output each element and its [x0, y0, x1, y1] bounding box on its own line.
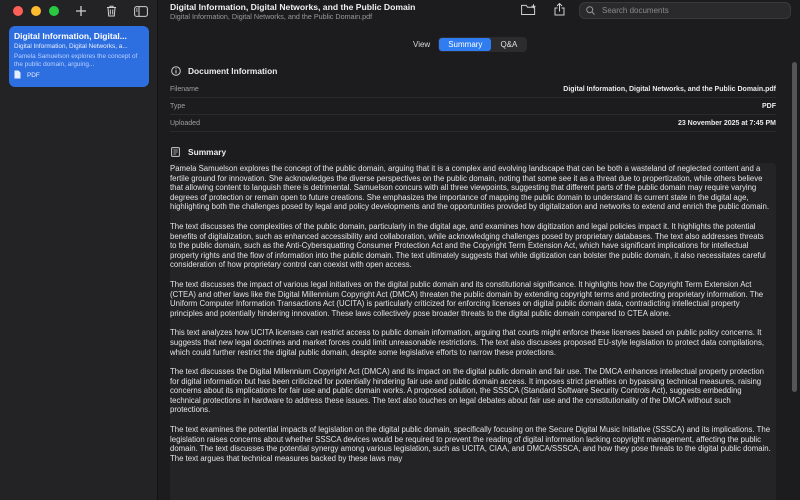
view-label: View	[413, 40, 431, 49]
summary-paragraph: The text examines the potential impacts of legislation on the digital public domain, specifically focusing on the Secure Digital Music Initiative (SSSCA) and its implications. The legislation raises concerns about whether SSSCA devices would be required to prevent the reading of digital information lacking copyright management, affecting the public domain. The text discusses the potential synergy among various legislation, such as UCITA, CIAA, and DMCA/SSSCA, and how they pose threats to the digital public domain. The text argues that technical measures backed by these laws may	[170, 425, 771, 463]
info-key: Uploaded	[170, 119, 200, 127]
document-text-icon	[170, 147, 181, 158]
search-field[interactable]	[579, 2, 791, 19]
info-key: Type	[170, 102, 186, 110]
share-icon	[554, 3, 565, 21]
summary-paragraph: The text discusses the impact of various legal initiatives on the digital public domain and its constitutional significance. It highlights how the Copyright Term Extension Act (CTEA) and other laws like the Digital Millennium Copyright Act (DMCA) threaten the public domain by extending copyright terms and protecting proprietary information. The Uniform Computer Information Transactions Act (UCITA) is particularly criticized for enforcing licenses on digital public domain data, contradicting intellectual property principles and potentially hindering innovation. These laws collectively pose broader threats to the digital public domain compared to CTEA alone.	[170, 279, 764, 318]
window-controls	[13, 6, 59, 16]
summary-paragraph: The text discusses the complexities of the public domain, particularly in the digital age, and examines how digitization and legal policies impact it. It highlights the potential benefits of digitalization, such as enhanced accessibility and collaboration, while acknowledging challenges posed by proprietary databases. The text also addresses threats to the public domain, such as the Anti-Cybersquatting Consumer Protection Act and the Copyright Term Extension Act, which have significant implications for intellectual property rights and the flow of information into the public domain. The text ultimately suggests that while digitization can bolster the public domain, it also necessitates careful consideration of how proprietary control can coexist with open access.	[170, 221, 766, 270]
info-value: Digital Information, Digital Networks, and the Public Domain.pdf	[563, 85, 776, 93]
summary-paragraph: This text analyzes how UCITA licenses can restrict access to public domain information, arguing that courts might enforce these licenses based on public policy concerns. It suggests that new legal doctrines and market forces could limit unreasonable restrictions. The text also discusses proposed EU-style legislation to protect data compilations, which could further restrict the digital public domain, despite some legislative efforts to narrow these protections.	[170, 328, 765, 357]
sidebar-toggle-icon[interactable]	[133, 3, 149, 19]
document-type: PDF	[27, 72, 40, 79]
sidebar-toolbar	[73, 3, 149, 19]
info-row-uploaded	[170, 115, 776, 132]
document-info-table	[170, 81, 776, 132]
document-title: Digital Information, Digital...	[14, 31, 127, 41]
summary-paragraph: The text discusses the Digital Millennium Copyright Act (DMCA) and its impact on the digital public domain and fair use. The DMCA enhances intellectual property protection for digital information but has been criticized for potentially hindering fair use and public domain access. It imposes strict penalties on bypassing technical measures, raising concerns about its implications for fair use and public domain works. A proposed solution, the SSSCA (Standard Software Security Controls Act), suggests embedding technical protections in hardware to address these issues. The text also touches on legal debates about fair use and the constitutionality of the DMCA without such protections.	[170, 367, 765, 415]
share-button[interactable]	[549, 4, 569, 20]
info-icon	[170, 66, 181, 77]
window-subtitle: Digital Information, Digital Networks, and the Public Domain.pdf	[170, 12, 373, 21]
summary-text	[170, 163, 776, 500]
info-row-filename	[170, 81, 776, 98]
toolbar	[158, 0, 800, 24]
document-info-title: Document Information	[188, 66, 278, 76]
plus-icon[interactable]	[73, 3, 89, 19]
summary-title: Summary	[188, 147, 227, 157]
search-input[interactable]	[600, 5, 774, 16]
summary-header	[170, 145, 776, 159]
toolbar-buttons	[519, 4, 569, 20]
info-row-type	[170, 98, 776, 115]
close-window-button[interactable]	[13, 6, 23, 16]
info-value: PDF	[762, 102, 776, 110]
info-key: Filename	[170, 85, 199, 93]
trash-icon[interactable]	[103, 3, 119, 19]
search-icon	[586, 2, 595, 20]
document-icon	[14, 70, 21, 81]
document-info-header	[170, 64, 776, 78]
sidebar	[0, 0, 158, 500]
document-snippet: Pamela Samuelson explores the concept of the public domain, arguing...	[14, 53, 138, 68]
summary-paragraph: Pamela Samuelson explores the concept of the public domain, arguing that it is a complex and evolving landscape that can be both a wasteland of neglected content and a fertile ground for innovation. She acknowledges the diverse perspectives on the public domain, noting that some see it as a threat due to propertization, while others believe that allowing content to languish there is detrimental. Samuelson concurs with all three viewpoints, suggesting that different parts of the public domain may require varying degrees of protection or remain open to future creations. She emphasizes the importance of mapping the public domain to understand its current state in the digital age, highlighting both the challenges posed by legal and policy developments and the opportunities provided by digitalization and networks to extend and enrich the public domain.	[170, 164, 770, 212]
document-type-badge	[14, 70, 144, 81]
scrollbar[interactable]	[792, 62, 797, 392]
view-segmented-control	[438, 37, 527, 52]
folder-plus-icon	[521, 3, 537, 21]
tab-qa[interactable]: Q&A	[500, 40, 518, 49]
add-folder-button[interactable]	[519, 4, 539, 20]
document-filename: Digital Information, Digital Networks, a...	[14, 43, 128, 50]
info-value: 23 November 2025 at 7:45 PM	[677, 119, 776, 127]
minimize-window-button[interactable]	[31, 6, 41, 16]
main-panel	[158, 0, 800, 500]
document-list-item[interactable]	[9, 26, 149, 87]
tab-summary[interactable]: Summary	[439, 38, 491, 51]
view-switcher	[413, 37, 527, 52]
zoom-window-button[interactable]	[49, 6, 59, 16]
window-title: Digital Information, Digital Networks, and the Public Domain	[170, 2, 416, 12]
document-content	[170, 64, 776, 500]
